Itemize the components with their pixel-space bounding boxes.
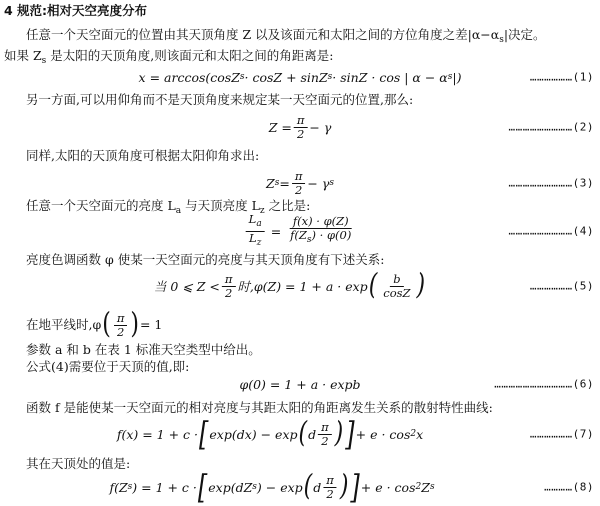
text: 另一方面,可以用仰角而不是天顶角度来规定某一天空面元的位置,那么: xyxy=(26,92,414,107)
open-paren: ( xyxy=(102,308,111,341)
text: − γ xyxy=(307,175,330,191)
denominator: 2 xyxy=(321,433,329,448)
text: Z xyxy=(266,175,275,191)
text: = 1 xyxy=(139,317,163,332)
denominator: cosZ xyxy=(383,285,411,300)
subscript: s xyxy=(306,235,312,245)
open-paren: ( xyxy=(368,269,378,302)
text: 是太阳的天顶角度,则该面元和太阳之间的角距离是: xyxy=(46,48,334,63)
close-paren: ) xyxy=(130,308,139,341)
text: x = arccos(cosZ xyxy=(138,69,240,85)
subscript: a xyxy=(256,218,262,229)
text: Z = xyxy=(268,119,292,135)
text: f(Z xyxy=(290,228,307,242)
close-paren: ) xyxy=(416,269,426,302)
subscript: z xyxy=(256,237,262,248)
paragraph-6 xyxy=(26,308,600,341)
paragraph-1-line-1 xyxy=(26,27,600,48)
text: d xyxy=(313,479,322,495)
equation-7 xyxy=(0,416,600,452)
equation-2-body xyxy=(269,109,332,145)
numerator: π xyxy=(294,114,308,128)
open-paren: ( xyxy=(303,470,313,503)
equation-8 xyxy=(0,470,600,504)
numerator: b xyxy=(390,273,403,287)
equation-1-body xyxy=(139,62,462,92)
superscript: 2 xyxy=(415,482,422,492)
subscript: s xyxy=(447,72,453,82)
equation-6-number: ……………………………(6) xyxy=(494,377,594,391)
text: 公式(4)需要位于天顶的值,即: xyxy=(26,359,190,374)
subscript: s xyxy=(41,56,47,66)
subscript: a xyxy=(175,206,182,216)
numerator: π xyxy=(222,273,236,287)
subscript: s xyxy=(127,482,133,492)
text: ) − exp xyxy=(256,479,303,495)
text: ) · φ(0) xyxy=(311,228,352,242)
text: · sinZ · cos | α − α xyxy=(332,69,448,85)
equation-7-body xyxy=(117,416,423,452)
equation-3 xyxy=(0,165,600,201)
denominator xyxy=(246,232,264,250)
close-bracket: ] xyxy=(350,468,360,506)
subscript: s xyxy=(274,178,280,188)
text: |) xyxy=(452,69,462,85)
equation-1 xyxy=(0,62,600,92)
text: 时,φ(Z) = 1 + a · exp xyxy=(237,279,368,294)
text: 之比是: xyxy=(264,198,311,213)
subscript: s xyxy=(252,482,257,492)
text: 其在天顶处的值是: xyxy=(26,456,131,471)
open-bracket: [ xyxy=(197,468,208,506)
section-title: 4 规范:相对天空亮度分布 xyxy=(4,3,148,18)
denominator xyxy=(287,229,354,247)
fraction xyxy=(323,474,337,501)
subscript: s xyxy=(239,72,245,82)
text: exp(dZ xyxy=(208,479,253,495)
text: 亮度色调函数 φ 使某一天空面元的亮度与其天顶角度有下述关系: xyxy=(26,252,385,267)
text: f(x) = 1 + c · xyxy=(116,426,199,442)
fraction xyxy=(380,273,413,300)
paragraph-9 xyxy=(26,400,600,416)
denominator: 2 xyxy=(294,182,303,197)
equals-sign: = xyxy=(270,223,282,239)
denominator: 2 xyxy=(224,285,233,300)
equation-8-number: …………(8) xyxy=(544,480,594,494)
text: φ(0) = 1 + a · expb xyxy=(239,376,361,392)
text: · cosZ + sinZ xyxy=(244,69,328,85)
text: + e · cos xyxy=(360,479,416,495)
text: 当 0 ⩽ Z < xyxy=(153,279,220,294)
superscript: 2 xyxy=(410,429,417,439)
subscript: s xyxy=(499,35,504,45)
equation-3-body xyxy=(266,165,334,201)
text: 与天顶亮度 L xyxy=(181,198,260,213)
fraction xyxy=(294,114,308,141)
subscript: s xyxy=(429,482,435,492)
subscript: z xyxy=(259,206,265,216)
text: f(Z xyxy=(109,479,128,495)
text: = xyxy=(279,175,290,191)
equation-7-number: ………………(7) xyxy=(529,427,594,441)
open-paren: ( xyxy=(298,417,308,450)
numerator: f(x) · φ(Z) xyxy=(290,215,352,229)
paragraph-3 xyxy=(26,148,600,164)
numerator xyxy=(246,213,265,232)
equation-1-number: ………………(1) xyxy=(529,70,594,84)
text: 任意一个天空面元的亮度 L xyxy=(26,198,176,213)
text: Z xyxy=(421,479,430,495)
equation-5-body xyxy=(154,268,426,304)
fraction xyxy=(292,170,306,197)
text: 如果 Z xyxy=(4,48,42,63)
text: |决定。 xyxy=(503,27,546,42)
subscript: s xyxy=(327,72,333,82)
text: 在地平线时,φ xyxy=(26,317,102,332)
text: L xyxy=(248,230,257,245)
section-heading xyxy=(4,3,600,19)
equation-3-number: ………………………(3) xyxy=(508,176,594,190)
equation-5 xyxy=(0,268,600,304)
text: x xyxy=(416,426,424,442)
text: 同样,太阳的天顶角度可根据太阳仰角求出: xyxy=(26,148,260,163)
equation-8-body xyxy=(109,470,434,504)
numerator: π xyxy=(318,421,332,435)
denominator: 2 xyxy=(116,324,125,339)
denominator: 2 xyxy=(326,486,334,501)
equation-2-number: ………………………(2) xyxy=(508,120,594,134)
equation-4-number: ………………………(4) xyxy=(508,224,594,238)
text: + e · cos xyxy=(355,426,411,442)
fraction xyxy=(222,273,236,300)
fraction xyxy=(318,421,332,448)
equation-4-body xyxy=(244,213,357,249)
text: − γ xyxy=(309,119,332,135)
fraction xyxy=(114,312,128,339)
text: 参数 a 和 b 在表 1 标准天空类型中给出。 xyxy=(26,342,261,357)
numerator: π xyxy=(114,312,128,326)
equation-2 xyxy=(0,109,600,145)
equation-6-body xyxy=(239,372,360,396)
paragraph-2 xyxy=(26,92,600,108)
open-bracket: [ xyxy=(199,415,209,453)
text: ) = 1 + c · xyxy=(132,479,197,495)
equation-6 xyxy=(0,372,600,396)
subscript: s xyxy=(329,178,334,188)
equation-5-number: ………………(5) xyxy=(529,279,594,293)
close-bracket: ] xyxy=(345,415,355,453)
fraction-luminance-ratio xyxy=(246,213,265,250)
denominator: 2 xyxy=(296,126,305,141)
text: 任意一个天空面元的位置由其天顶角度 Z 以及该面元和太阳之间的方位角度之差|α−α xyxy=(26,27,500,42)
text: exp(dx) − exp xyxy=(209,426,298,442)
numerator: π xyxy=(323,474,337,488)
paragraph-5 xyxy=(26,252,600,268)
text: L xyxy=(248,211,257,226)
numerator: π xyxy=(292,170,306,184)
equation-4 xyxy=(0,213,600,249)
text: 函数 f 是能使某一天空面元的相对亮度与其距太阳的角距离发生关系的散射特性曲线: xyxy=(26,400,493,415)
paragraph-7 xyxy=(26,342,600,358)
close-paren: ) xyxy=(339,470,349,503)
close-paren: ) xyxy=(334,417,344,450)
text: d xyxy=(308,426,317,442)
fraction-function-ratio xyxy=(287,215,354,247)
